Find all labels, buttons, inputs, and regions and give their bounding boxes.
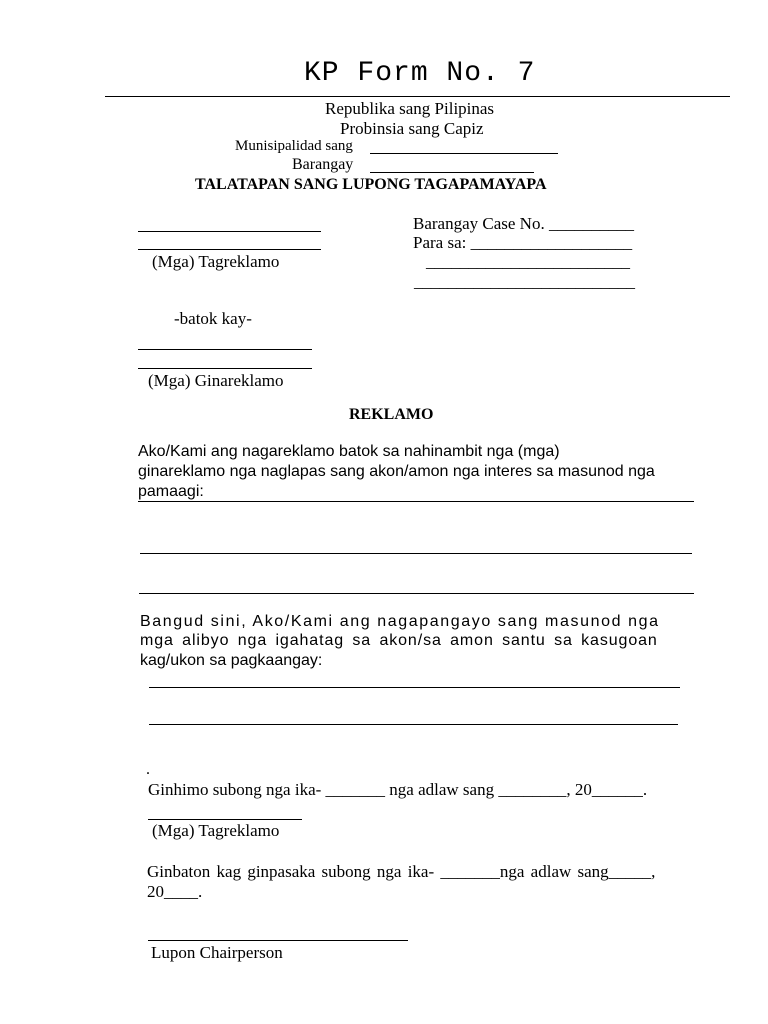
title-rule (105, 96, 730, 97)
complainants-label: (Mga) Tagreklamo (152, 252, 280, 271)
complaint-field-3[interactable] (139, 593, 694, 594)
relief-field-1[interactable] (149, 687, 680, 688)
made-date-line: Ginhimo subong nga ika- _______ nga adlaw sang ________, 20______. (148, 780, 648, 799)
relief-field-2[interactable] (149, 724, 678, 725)
respondent-field-1[interactable] (138, 349, 312, 350)
republic-line: Republika sang Pilipinas (325, 99, 495, 118)
barangay-field[interactable] (370, 172, 534, 173)
complaint-text-line-3: pamaagi: (138, 483, 204, 500)
complaint-text-line-2: ginareklamo nga naglapas sang akon/amon nga interes sa masunod nga (138, 463, 655, 480)
complaint-text-line-1: Ako/Kami ang nagareklamo batok sa nahinambit nga (mga) (138, 443, 560, 460)
complainant-field-2[interactable] (138, 249, 321, 250)
form-title: KP Form No. 7 (304, 58, 536, 89)
complainant-signature-field[interactable] (148, 819, 302, 820)
complaint-field-1[interactable] (138, 501, 694, 502)
stray-period: . (146, 761, 150, 778)
respondent-field-2[interactable] (138, 368, 312, 369)
relief-text-line-2: mga alibyo nga igahatag sa akon/sa amon santu sa kasugoan (140, 632, 658, 649)
respondents-label: (Mga) Ginareklamo (148, 371, 284, 390)
chairperson-label: Lupon Chairperson (151, 943, 283, 962)
para-sa: Para sa: ___________________ (413, 233, 633, 252)
complaint-title: REKLAMO (349, 406, 434, 423)
complaint-field-2[interactable] (140, 553, 692, 554)
relief-text-line-1: Bangud sini, Ako/Kami ang nagapangayo sang masunod nga (140, 613, 660, 630)
signature-complainant-label: (Mga) Tagreklamo (152, 821, 280, 840)
case-blank-line-2: __________________________ (414, 272, 635, 291)
chairperson-signature-field[interactable] (148, 940, 408, 941)
versus-label: -batok kay- (174, 309, 252, 328)
case-number: Barangay Case No. __________ (413, 214, 634, 233)
received-line-2: 20____. (147, 882, 203, 901)
received-line-1: Ginbaton kag ginpasaka subong nga ika- _______nga adlaw sang_____, (147, 862, 656, 881)
relief-text-line-3: kag/ukon sa pagkaangay: (140, 652, 323, 669)
case-blank-line-1: ________________________ (426, 252, 630, 271)
province-line: Probinsia sang Capiz (340, 119, 484, 138)
municipality-label: Munisipalidad sang (235, 138, 353, 154)
office-title: TALATAPAN SANG LUPONG TAGAPAMAYAPA (195, 176, 547, 193)
municipality-field[interactable] (370, 153, 558, 154)
barangay-label: Barangay (292, 156, 354, 173)
complainant-field-1[interactable] (138, 231, 321, 232)
